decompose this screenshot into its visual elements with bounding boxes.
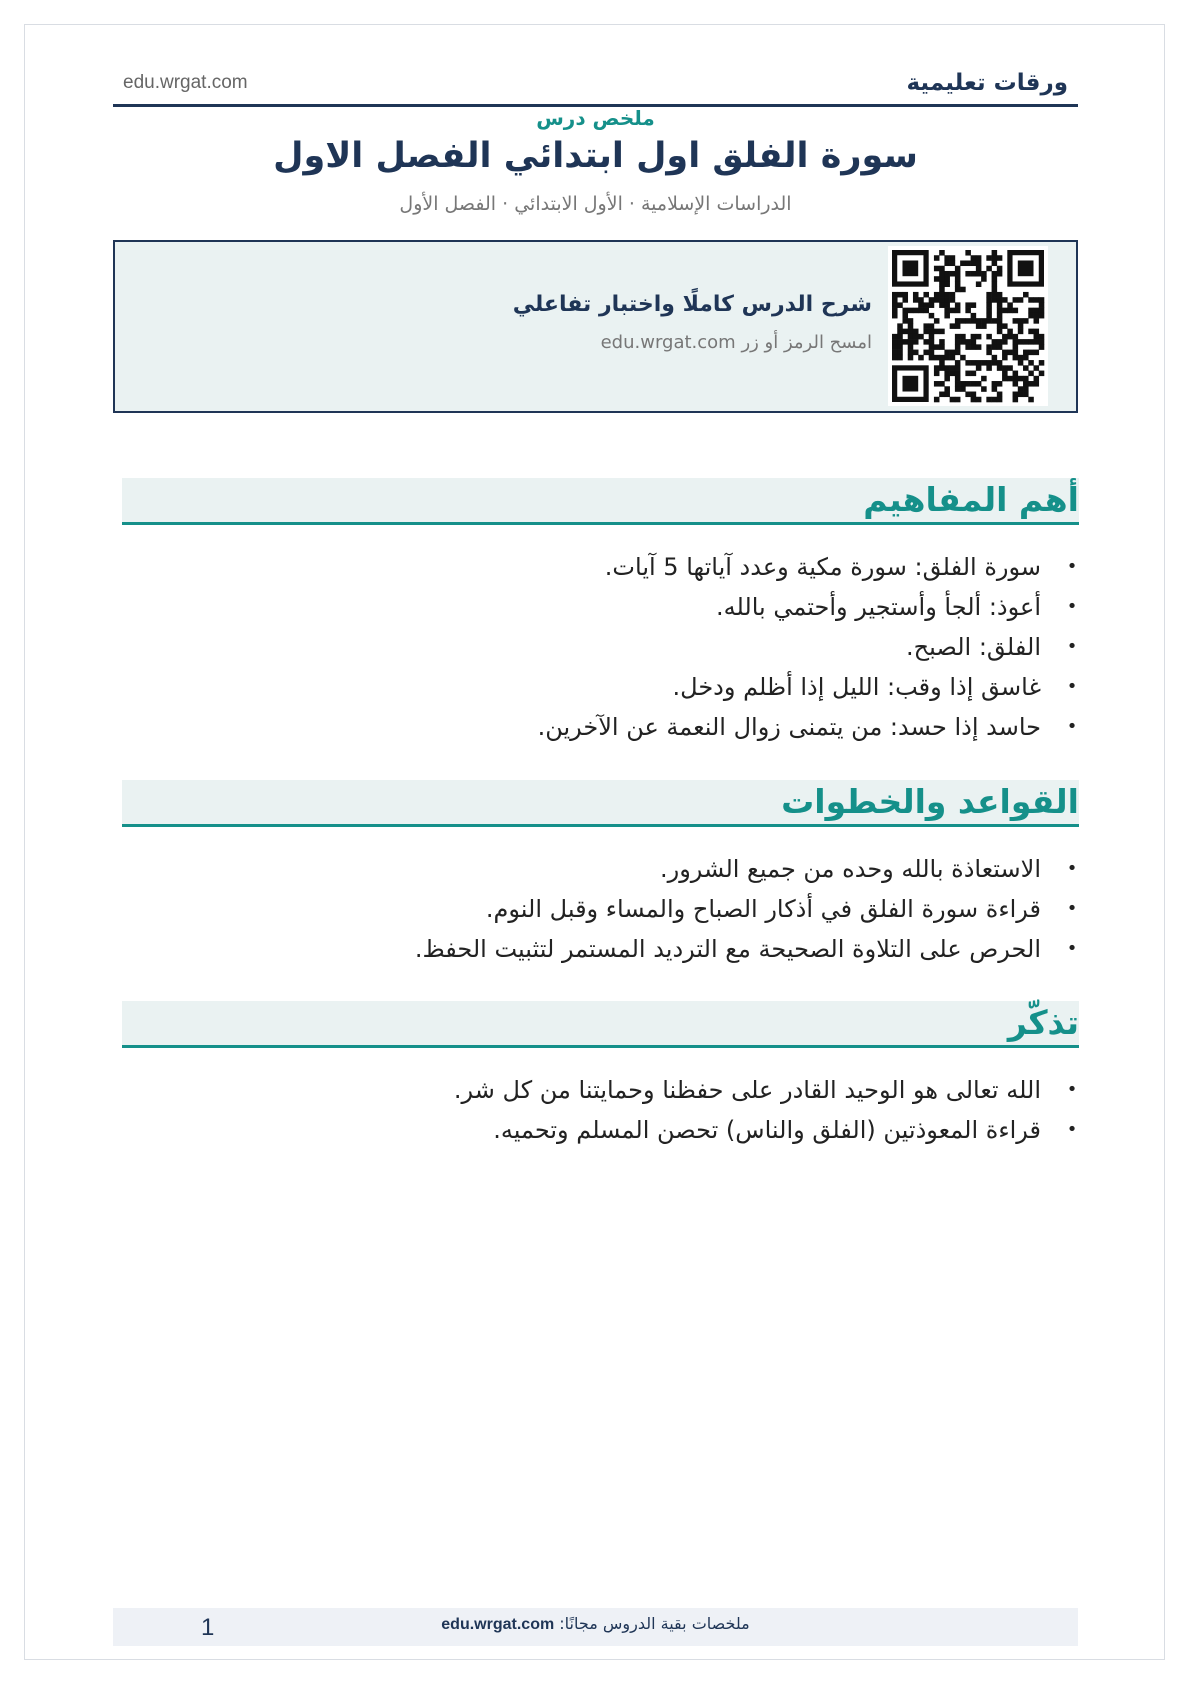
footer-label: ملخصات بقية الدروس مجانًا:: [559, 1614, 750, 1633]
remember-list: [122, 1070, 1079, 1150]
list-item-text: سورة الفلق: سورة مكية وعدد آياتها 5 آيات.: [604, 553, 1041, 581]
bullet-icon: •: [1066, 716, 1078, 737]
qr-card-hint: امسح الرمز أو زر edu.wrgat.com: [600, 332, 872, 353]
bullet-icon: •: [1066, 596, 1078, 617]
bullet-icon: •: [1066, 898, 1078, 919]
section-heading-rules: [122, 780, 1079, 827]
footer-text: [113, 1614, 1078, 1634]
lesson-title: سورة الفلق اول ابتدائي الفصل الاول: [273, 136, 918, 176]
bullet-icon: •: [1066, 676, 1078, 697]
qr-card[interactable]: [113, 240, 1078, 413]
list-item: [122, 547, 1079, 587]
list-item-text: الفلق: الصبح.: [906, 633, 1041, 661]
list-item: [122, 587, 1079, 627]
bullet-icon: •: [1066, 938, 1078, 959]
list-item-text: غاسق إذا وقب: الليل إذا أظلم ودخل.: [672, 673, 1041, 701]
bullet-icon: •: [1066, 1079, 1078, 1100]
page-footer: [113, 1608, 1078, 1646]
list-item: [122, 1070, 1079, 1110]
list-item-text: الله تعالى هو الوحيد القادر على حفظنا وحمايتنا من كل شر.: [453, 1076, 1041, 1104]
qr-card-title: شرح الدرس كاملًا واختبار تفاعلي: [512, 292, 872, 317]
list-item-text: قراءة المعوذتين (الفلق والناس) تحصن المسلم وتحميه.: [493, 1116, 1041, 1144]
list-item-text: قراءة سورة الفلق في أذكار الصباح والمساء وقبل النوم.: [485, 895, 1041, 923]
section-heading-remember: [122, 1001, 1079, 1048]
header-site-url[interactable]: edu.wrgat.com: [123, 72, 248, 93]
list-item: [122, 627, 1079, 667]
bullet-icon: •: [1066, 636, 1078, 657]
bullet-icon: •: [1066, 1119, 1078, 1140]
lesson-kicker: ملخص درس: [536, 106, 655, 130]
page-header: [113, 62, 1078, 107]
list-item-text: أعوذ: ألجأ وأستجير وأحتمي بالله.: [715, 593, 1041, 621]
list-item: [122, 889, 1079, 929]
footer-link[interactable]: edu.wrgat.com: [441, 1616, 555, 1633]
section-heading-text: أهم المفاهيم: [863, 480, 1079, 519]
list-item: [122, 667, 1079, 707]
list-item: [122, 849, 1079, 889]
concepts-list: [122, 547, 1079, 747]
section-heading-text: القواعد والخطوات: [781, 782, 1079, 821]
page-number: 1: [201, 1614, 215, 1641]
list-item-text: الحرص على التلاوة الصحيحة مع الترديد المستمر لتثبيت الحفظ.: [414, 935, 1041, 963]
section-heading-text: تذكّر: [1007, 1003, 1079, 1042]
list-item: [122, 929, 1079, 969]
bullet-icon: •: [1066, 556, 1078, 577]
bullet-icon: •: [1066, 858, 1078, 879]
list-item-text: الاستعاذة بالله وحده من جميع الشرور.: [659, 855, 1041, 883]
list-item: [122, 1110, 1079, 1150]
section-heading-concepts: [122, 478, 1079, 525]
rules-list: [122, 849, 1079, 969]
list-item: [122, 707, 1079, 747]
list-item-text: حاسد إذا حسد: من يتمنى زوال النعمة عن الآخرين.: [537, 713, 1041, 741]
qr-code-icon[interactable]: [888, 246, 1048, 406]
lesson-subtitle: الدراسات الإسلامية · الأول الابتدائي · الفصل الأول: [399, 193, 792, 215]
brand-name: ورقات تعليمية: [906, 70, 1068, 96]
